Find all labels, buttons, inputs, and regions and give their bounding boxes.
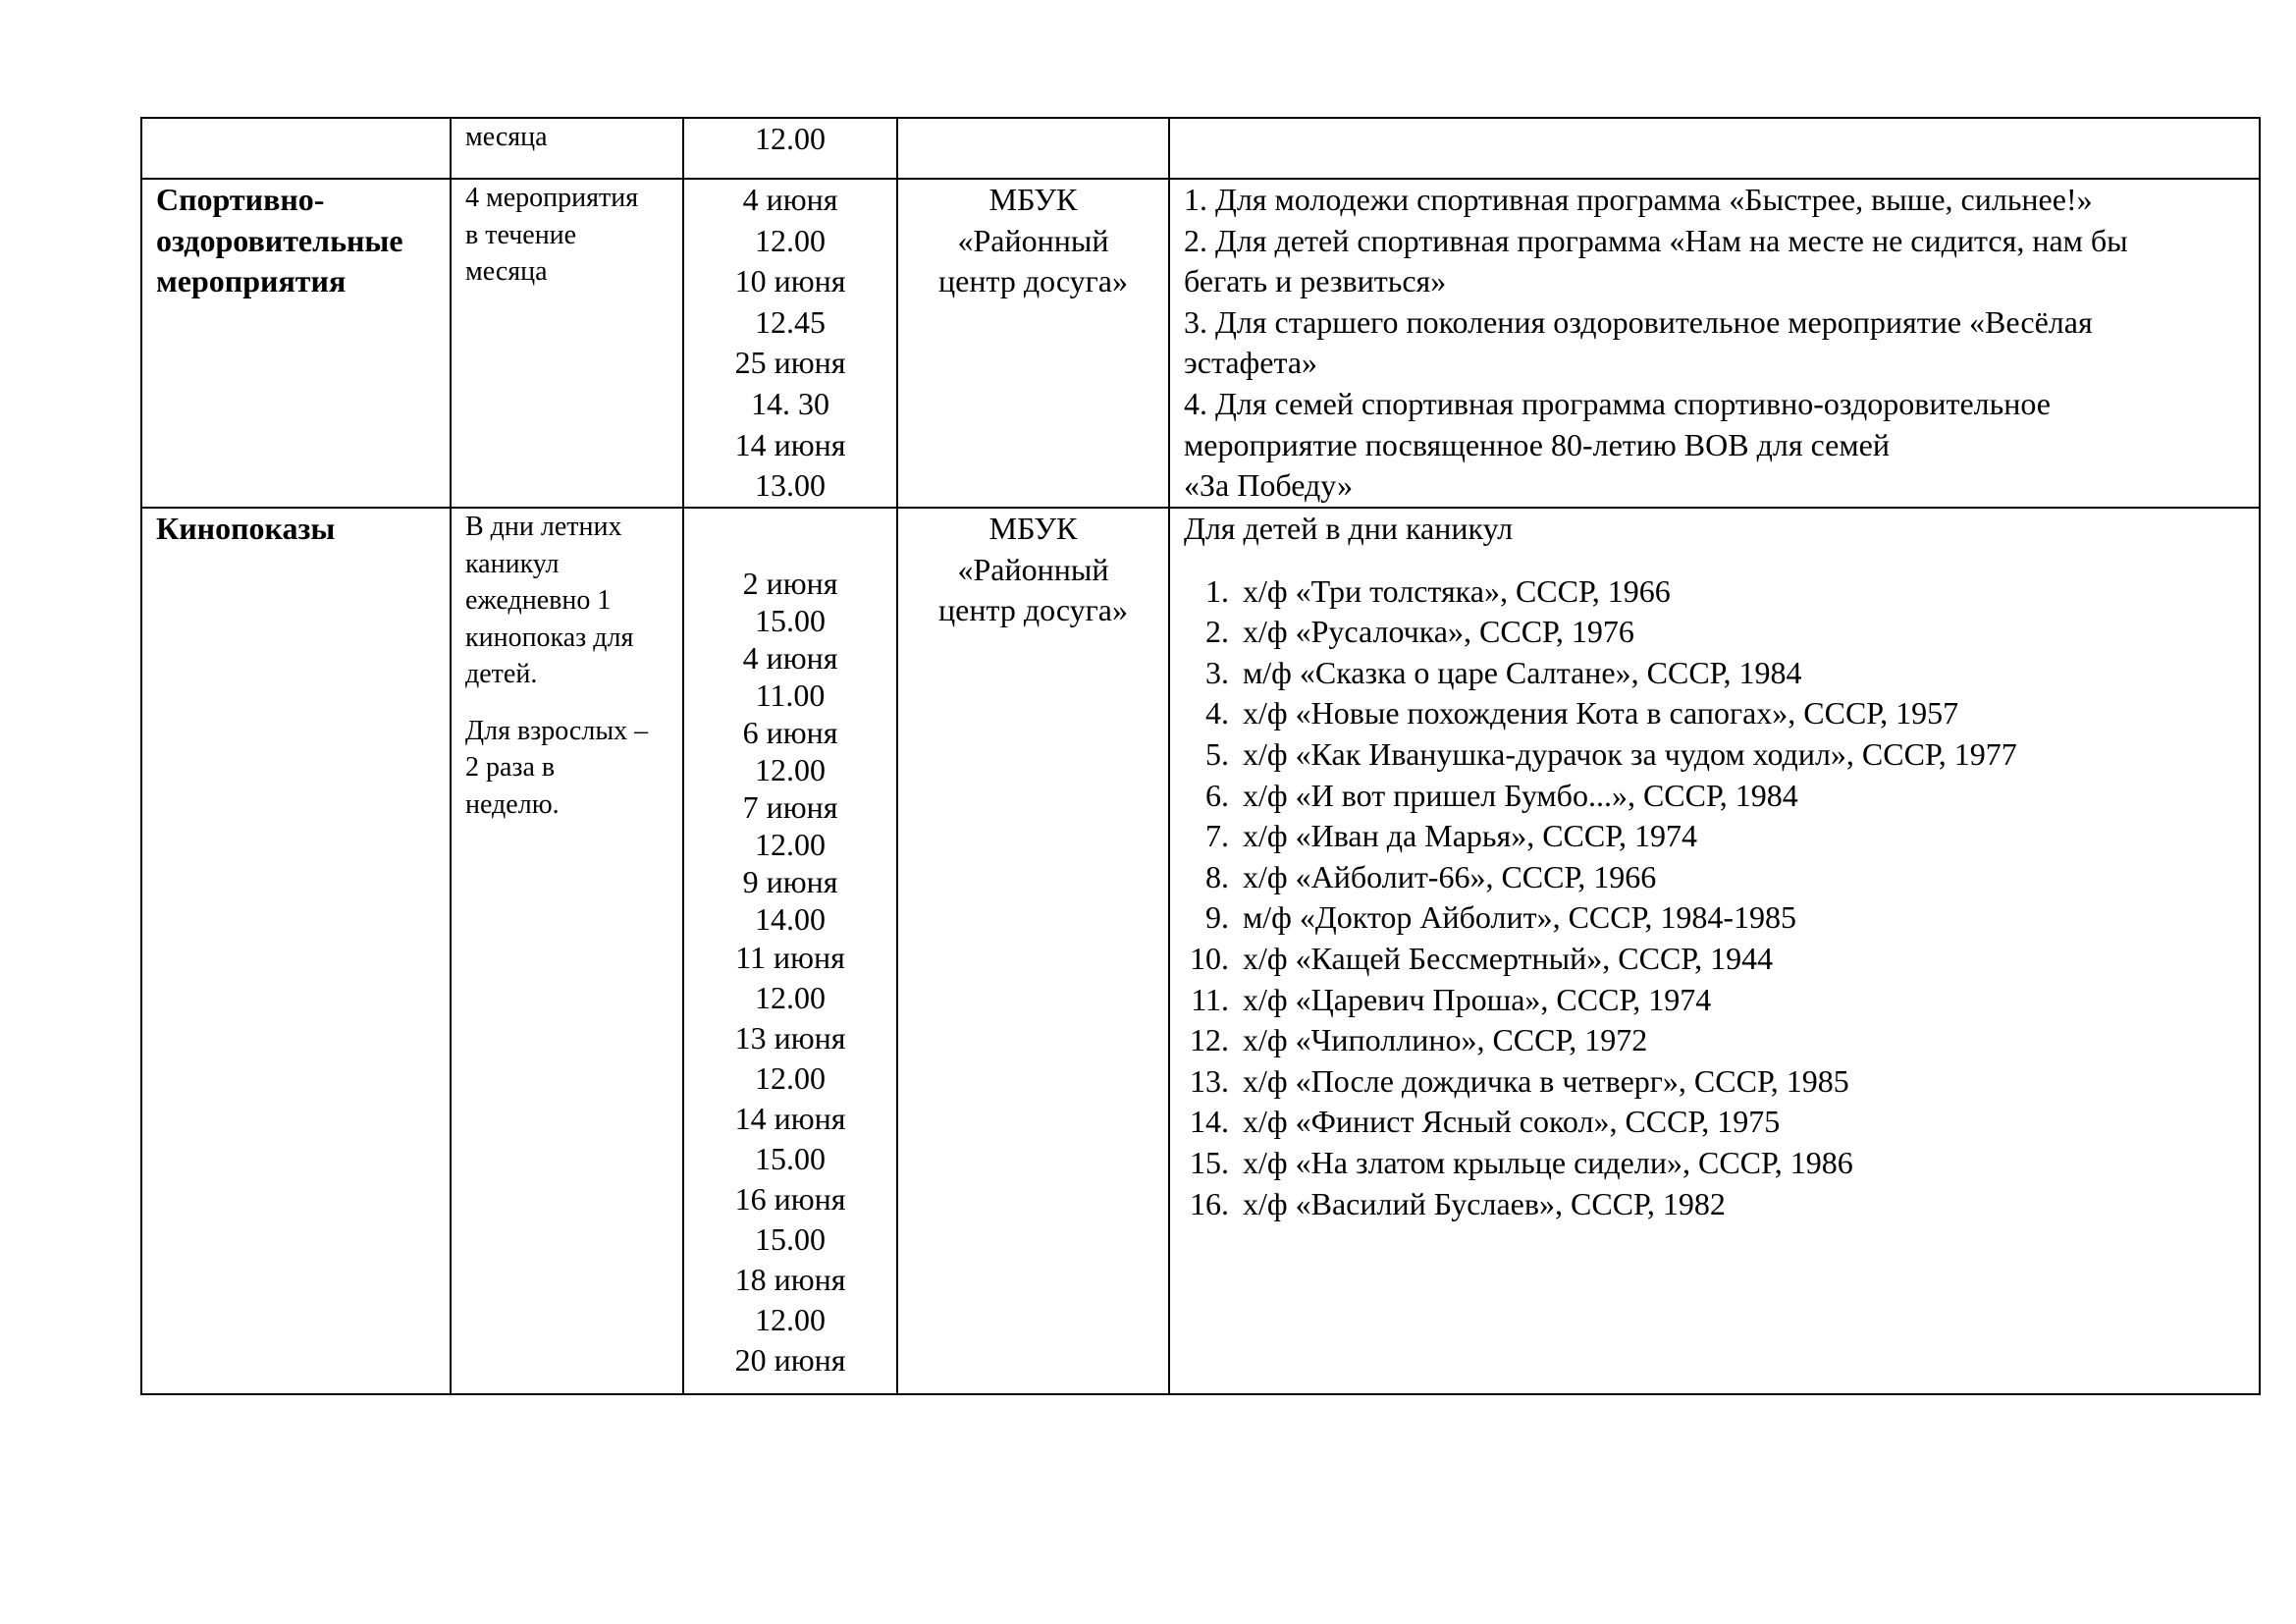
venue-cell bbox=[897, 508, 1169, 1394]
frequency-cell bbox=[451, 508, 683, 1394]
date-time-cell bbox=[683, 118, 897, 179]
list-item: 7. х/ф «Иван да Марья», СССР, 1974 bbox=[1237, 816, 2259, 857]
events-table bbox=[140, 117, 2261, 1395]
date-time-cell bbox=[683, 179, 897, 508]
frequency-text: месяца bbox=[465, 122, 548, 152]
time-text: 12.00 bbox=[755, 121, 826, 156]
table-row bbox=[141, 118, 2260, 179]
list-item: 13. х/ф «После дождичка в четверг», СССР, 1985 bbox=[1237, 1061, 2259, 1103]
list-item: 11. х/ф «Царевич Проша», СССР, 1974 bbox=[1237, 980, 2259, 1021]
list-item: 3. м/ф «Сказка о царе Салтане», СССР, 1984 bbox=[1237, 653, 2259, 694]
list-item: 4. х/ф «Новые похождения Кота в сапогах», СССР, 1957 bbox=[1237, 693, 2259, 734]
venue-cell bbox=[897, 118, 1169, 179]
description-cell bbox=[1169, 118, 2260, 179]
category-title: Спортивно- оздоровительные мероприятия bbox=[156, 182, 403, 299]
table-row bbox=[141, 179, 2260, 508]
frequency-text: В дни летних каникул ежедневно 1 кинопоказ для детей. Для взрослых – 2 раза в неделю. bbox=[465, 512, 649, 820]
table-row bbox=[141, 508, 2260, 1394]
description-text: 1. Для молодежи спортивная программа «Быстрее, выше, сильнее!» 2. Для детей спортивная программа «Нам на месте не сидится, нам бы бегать и резвиться» 3. Для старшего поколения оздоровительное мероприятие «Весёлая эстафета» 4. Для семей спортивная программа спортивно-оздоровительное мероприятие посвященное 80-летию ВОВ для семей «За Победу» bbox=[1184, 182, 2128, 504]
venue-cell bbox=[897, 179, 1169, 508]
list-item: 9. м/ф «Доктор Айболит», СССР, 1984-1985 bbox=[1237, 897, 2259, 939]
category-cell bbox=[141, 118, 451, 179]
venue-text: МБУК «Районный центр досуга» bbox=[937, 182, 1128, 299]
list-item: 8. х/ф «Айболит-66», СССР, 1966 bbox=[1237, 857, 2259, 898]
description-cell bbox=[1169, 179, 2260, 508]
list-item: 16. х/ф «Василий Буслаев», СССР, 1982 bbox=[1237, 1184, 2259, 1225]
description-intro: Для детей в дни каникул bbox=[1184, 511, 1514, 546]
frequency-text: 4 мероприятия в течение месяца bbox=[465, 183, 639, 287]
list-item: 12. х/ф «Чиполлино», СССР, 1972 bbox=[1237, 1020, 2259, 1061]
list-item: 14. х/ф «Финист Ясный сокол», СССР, 1975 bbox=[1237, 1102, 2259, 1143]
list-item: 5. х/ф «Как Иванушка-дурачок за чудом ходил», СССР, 1977 bbox=[1237, 734, 2259, 776]
film-list bbox=[1170, 571, 2259, 1225]
date-list: 4 июня 12.00 10 июня 12.45 25 июня 14. 30 14 июня 13.00 bbox=[734, 182, 846, 504]
date-time-cell bbox=[683, 508, 897, 1394]
list-item: 2. х/ф «Русалочка», СССР, 1976 bbox=[1237, 612, 2259, 653]
frequency-cell bbox=[451, 118, 683, 179]
list-item: 6. х/ф «И вот пришел Бумбо...», СССР, 1984 bbox=[1237, 776, 2259, 817]
list-item: 15. х/ф «На златом крыльце сидели», СССР, 1986 bbox=[1237, 1143, 2259, 1184]
description-cell bbox=[1169, 508, 2260, 1394]
frequency-cell bbox=[451, 179, 683, 508]
list-item: 10. х/ф «Кащей Бессмертный», СССР, 1944 bbox=[1237, 939, 2259, 980]
venue-text: МБУК «Районный центр досуга» bbox=[937, 511, 1128, 628]
list-item: 1. х/ф «Три толстяка», СССР, 1966 bbox=[1237, 571, 2259, 613]
category-cell bbox=[141, 508, 451, 1394]
category-title: Кинопоказы bbox=[156, 511, 336, 546]
date-list: 2 июня 15.00 4 июня 11.00 6 июня 12.00 7 июня 12.00 9 июня 14.00 11 июня 12.00 13 июня 12.00 14 июня 15.00 16 июня 15.00 18 июня 12.00 20 июня bbox=[734, 566, 846, 1378]
category-cell bbox=[141, 179, 451, 508]
